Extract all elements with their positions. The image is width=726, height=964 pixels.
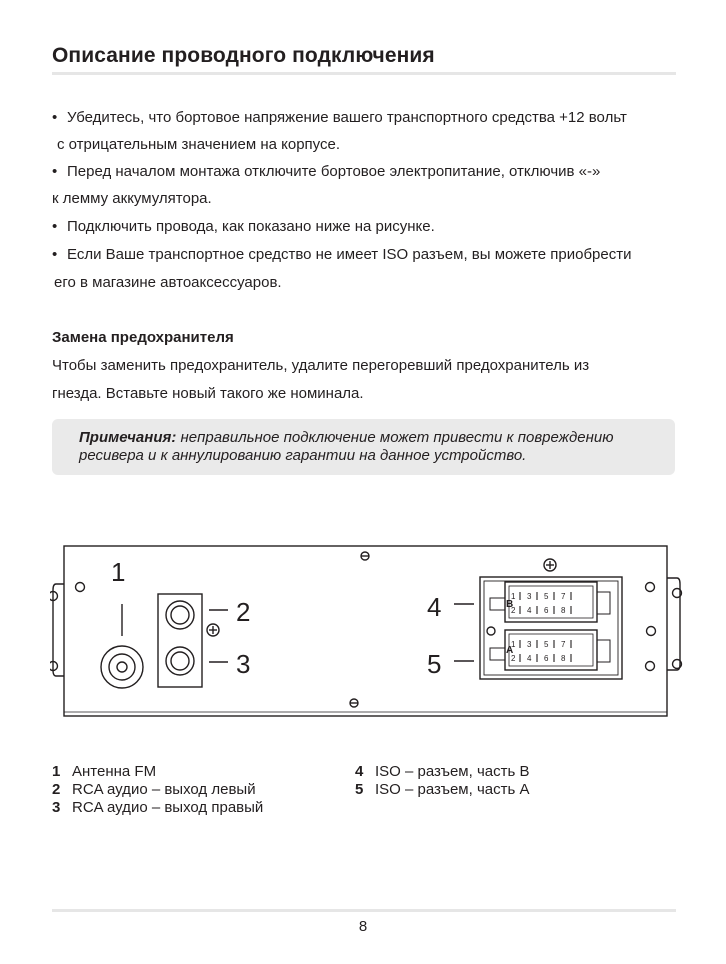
bullet-3-line-1: Подключить провода, как показано ниже на рисунке. xyxy=(67,218,435,235)
right-mounting-tab xyxy=(667,578,680,670)
callout-1: 1 xyxy=(111,557,126,587)
legend-text: RCA аудио – выход правый xyxy=(72,799,264,816)
note-text xyxy=(79,429,669,465)
legend-number: 2 xyxy=(52,781,61,798)
fuse-text-line-1: Чтобы заменить предохранитель, удалите перегоревший предохранитель из xyxy=(52,357,590,374)
note-line-1: неправильное подключение может привести к повреждению xyxy=(180,429,614,446)
bullet-1-line-1: Убедитесь, что бортовое напряжение вашего транспортного средства +12 вольт xyxy=(67,109,627,126)
legend-text: ISO – разъем, часть А xyxy=(375,781,530,798)
pin-label: 1 xyxy=(511,640,516,649)
pin-label: 3 xyxy=(527,592,532,601)
page-number: 8 xyxy=(358,918,368,935)
callout-4: 4 xyxy=(427,592,442,622)
bullet-marker: • xyxy=(52,218,58,235)
bullet-2-line-1: Перед началом монтажа отключите бортовое электропитание, отключив «-» xyxy=(67,163,601,180)
pin-label: 2 xyxy=(511,654,516,663)
pin-label: 1 xyxy=(511,592,516,601)
legend-item xyxy=(52,763,156,781)
legend-number: 5 xyxy=(355,781,364,798)
bullet-4-line-1: Если Ваше транспортное средство не имеет ISO разъем, вы можете приобрести xyxy=(67,246,632,263)
bullet-marker: • xyxy=(52,163,58,180)
callout-2: 2 xyxy=(236,597,251,627)
mounting-hole xyxy=(50,592,58,601)
legend-item xyxy=(52,781,256,799)
note-line-2: ресивера и к аннулированию гарантии на данное устройство. xyxy=(79,447,527,464)
callout-5: 5 xyxy=(427,649,442,679)
pin-label: 4 xyxy=(527,606,532,615)
pin-label: 7 xyxy=(561,640,566,649)
fuse-heading: Замена предохранителя xyxy=(52,329,234,346)
callout-3: 3 xyxy=(236,649,251,679)
chassis-outline xyxy=(64,546,667,716)
warning-note xyxy=(52,419,675,475)
pin-label: 4 xyxy=(527,654,532,663)
legend-number: 3 xyxy=(52,799,61,816)
connector-letter-a: A xyxy=(506,645,514,656)
pin-label: 6 xyxy=(544,606,549,615)
legend-item xyxy=(355,763,529,781)
page-title: Описание проводного подключения xyxy=(52,44,435,67)
bullet-4-line-2: его в магазине автоаксессуаров. xyxy=(54,274,282,291)
fuse-text-line-2: гнезда. Вставьте новый такого же номинала. xyxy=(52,385,364,402)
footer-rule xyxy=(52,909,676,912)
bullet-2-line-2: к лемму аккумулятора. xyxy=(52,190,212,207)
legend-number: 1 xyxy=(52,763,61,780)
legend-text: Антенна FM xyxy=(72,763,157,780)
pin-label: 5 xyxy=(544,592,549,601)
pin-label: 7 xyxy=(561,592,566,601)
legend-item xyxy=(355,781,529,799)
pin-label: 2 xyxy=(511,606,516,615)
bullet-marker: • xyxy=(52,109,58,126)
legend-text: RCA аудио – выход левый xyxy=(72,781,256,798)
bullet-marker: • xyxy=(52,246,58,263)
pin-label: 3 xyxy=(527,640,532,649)
pin-label: 6 xyxy=(544,654,549,663)
legend-text: ISO – разъем, часть В xyxy=(375,763,530,780)
title-underline xyxy=(52,72,676,75)
legend-item xyxy=(52,799,263,817)
legend-number: 4 xyxy=(355,763,364,780)
pin-label: 5 xyxy=(544,640,549,649)
rear-panel-diagram xyxy=(50,540,690,730)
note-label: Примечания: xyxy=(79,429,177,446)
pin-label: 8 xyxy=(561,654,566,663)
bullet-1-line-2: с отрицательным значением на корпусе. xyxy=(57,136,341,153)
pin-label: 8 xyxy=(561,606,566,615)
connector-letter-b: B xyxy=(506,599,514,610)
mounting-hole xyxy=(50,662,58,671)
